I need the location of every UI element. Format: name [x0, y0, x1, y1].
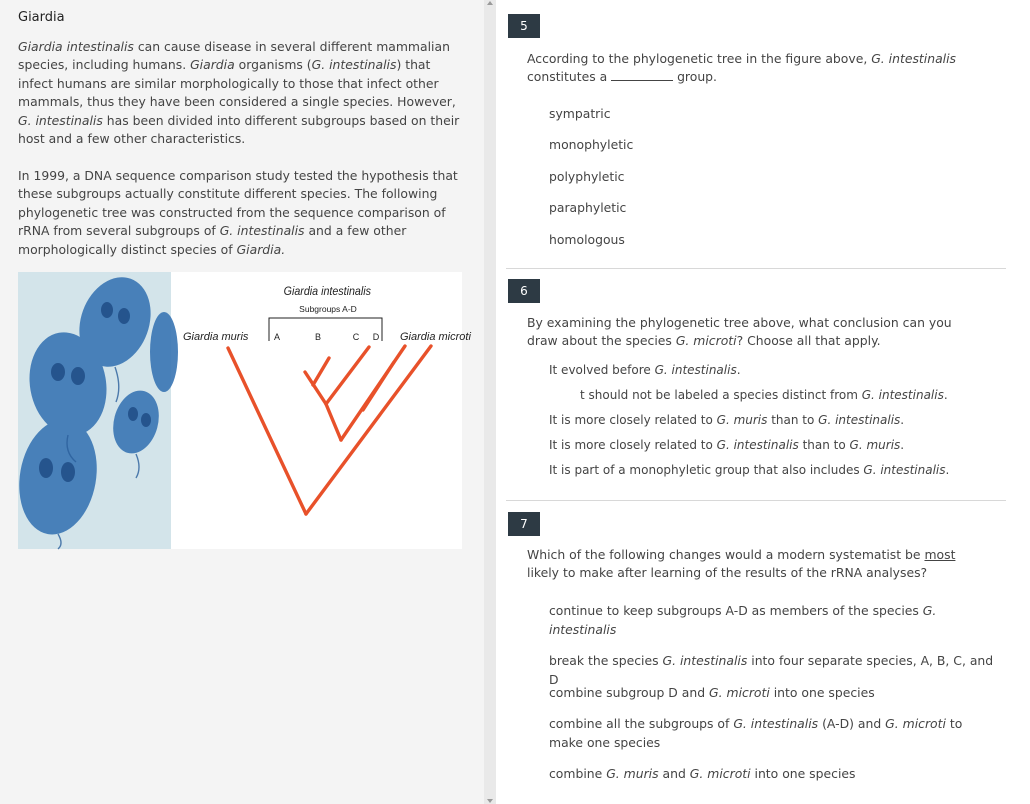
text-run: continue to keep subgroups A-D as members of the species — [549, 603, 923, 618]
text-run: can cause disease in several different mammalian species, including humans. — [18, 39, 450, 73]
question-5-option-d[interactable] — [549, 198, 999, 217]
label-subgroup-c: C — [352, 332, 360, 342]
label-subgroup-b: B — [314, 332, 322, 342]
passage-paragraph-1 — [18, 38, 464, 148]
question-7-option-e[interactable] — [549, 764, 999, 783]
text-run: G. intestinalis — [311, 57, 397, 73]
question-6-option-b[interactable] — [580, 386, 1030, 405]
answer-blank — [611, 68, 673, 81]
question-6-number: 6 — [508, 279, 540, 303]
text-run: most — [924, 547, 956, 562]
text-run: combine subgroup D and — [549, 685, 710, 700]
label-subgroup-d: D — [372, 332, 380, 342]
question-5-number: 5 — [508, 14, 540, 38]
scroll-up-icon[interactable] — [487, 1, 493, 5]
text-run: Giardia. — [236, 241, 286, 257]
text-run: t should not be labeled a species distinct from — [580, 388, 862, 402]
text-run: G. intestinalis — [219, 223, 305, 239]
text-run: It is more closely related to — [549, 438, 717, 452]
text-run: has been divided into different subgroups based on their host and a few other characteristics. — [18, 112, 460, 147]
question-5-option-a[interactable] — [549, 104, 999, 123]
text-run: G. intestinalis — [654, 363, 737, 377]
text-run: G. intestinalis — [18, 112, 103, 128]
label-subgroups: Subgroups A-D — [299, 304, 357, 314]
text-run: G. intestinalis — [733, 716, 819, 731]
pane-scrollbar[interactable] — [484, 0, 496, 804]
tree-branches — [228, 346, 431, 514]
text-run: . — [943, 388, 948, 402]
text-run: G. intestinalis — [662, 653, 748, 668]
text-run: to make one species — [549, 716, 963, 750]
question-7-stem — [527, 546, 982, 583]
text-run: break the species — [549, 653, 663, 668]
phylogeny-figure — [18, 272, 471, 549]
text-run: Which of the following changes would a modern systematist be — [527, 547, 925, 562]
text-run: G. muris — [606, 766, 659, 781]
question-divider — [506, 268, 1006, 269]
giardia-micrograph — [18, 272, 171, 549]
text-run: organisms ( — [234, 57, 312, 73]
text-run: G. microti — [689, 766, 751, 781]
text-run: ? Choose all that apply. — [736, 333, 881, 349]
text-run: ) that infect humans are similar morphologically to those that infect other mammals, thus they have been considered a single species. However, — [18, 57, 456, 110]
text-run: G. intestinalis — [818, 413, 901, 427]
text-run: likely to make after learning of the results of the rRNA analyses? — [527, 565, 928, 581]
text-run: It is part of a monophyletic group that also includes — [549, 463, 864, 477]
passage-pane — [0, 0, 484, 804]
text-run: polyphyletic — [549, 169, 625, 184]
text-run: sympatric — [549, 106, 611, 121]
text-run: G. intestinalis — [861, 388, 944, 402]
question-5-option-b[interactable] — [549, 135, 999, 154]
question-6-option-d[interactable] — [549, 436, 999, 455]
passage-title: Giardia — [18, 10, 65, 25]
text-run: monophyletic — [549, 137, 634, 152]
text-run: into one species — [769, 685, 875, 700]
question-7-option-a[interactable] — [549, 601, 989, 639]
question-5-stem — [527, 50, 982, 87]
text-run: G. microti — [885, 716, 946, 731]
text-run: than to — [798, 438, 850, 452]
question-6-option-e[interactable] — [549, 461, 999, 480]
question-6-option-a[interactable] — [549, 361, 999, 380]
text-run: It evolved before — [549, 363, 655, 377]
text-run: combine all the subgroups of — [549, 716, 734, 731]
text-run: G. intestinalis — [863, 463, 946, 477]
text-run: into one species — [750, 766, 856, 781]
phylogenetic-tree — [173, 272, 471, 549]
label-giardia-microti: Giardia microti — [400, 331, 471, 343]
text-run: By examining the phylogenetic tree above, what conclusion can you draw about the species — [527, 315, 952, 349]
text-run: Giardia — [190, 57, 235, 73]
text-run: G. intestinalis — [716, 438, 799, 452]
text-run: than to — [767, 413, 819, 427]
text-run: and a few other morphologically distinct species of — [18, 223, 407, 257]
text-run: . — [736, 363, 741, 377]
text-run: group. — [673, 69, 717, 85]
text-run: . — [945, 463, 950, 477]
label-giardia-intestinalis: Giardia intestinalis — [283, 285, 371, 299]
text-run: and — [658, 766, 690, 781]
question-6-stem — [527, 314, 982, 351]
text-run: into four separate species, A, B, C, and D — [549, 653, 994, 687]
question-6-option-c[interactable] — [549, 411, 999, 430]
question-divider — [506, 500, 1006, 501]
text-run: G. microti — [675, 333, 737, 349]
text-run: . — [900, 413, 905, 427]
text-run: In 1999, a DNA sequence comparison study tested the hypothesis that these subgroups actually constitute different species. The following phylogenetic tree was constructed from the sequence comparison of rRNA from several subgroups of — [18, 168, 458, 239]
text-run: paraphyletic — [549, 200, 627, 215]
scroll-down-icon[interactable] — [487, 799, 493, 803]
text-run: Giardia intestinalis — [18, 39, 134, 54]
text-run: (A-D) and — [818, 716, 886, 731]
text-run: . — [900, 438, 905, 452]
text-run: It is more closely related to — [549, 413, 717, 427]
text-run: G. muris — [716, 413, 768, 427]
question-5-option-e[interactable] — [549, 230, 999, 249]
label-giardia-muris: Giardia muris — [183, 331, 249, 343]
text-run: homologous — [549, 232, 625, 247]
text-run: G. muris — [849, 438, 901, 452]
text-run: According to the phylogenetic tree in the figure above, — [527, 51, 872, 66]
question-7-option-c[interactable] — [549, 683, 999, 702]
label-subgroup-a: A — [273, 332, 281, 342]
text-run: constitutes a — [527, 69, 612, 85]
question-5-option-c[interactable] — [549, 167, 999, 186]
question-7-number: 7 — [508, 512, 540, 536]
text-run: G. intestinalis — [871, 51, 957, 66]
passage-paragraph-2 — [18, 167, 464, 259]
text-run: G. intestinalis — [549, 603, 937, 637]
question-7-option-d[interactable] — [549, 714, 989, 752]
text-run: combine — [549, 766, 607, 781]
text-run: G. microti — [709, 685, 770, 700]
